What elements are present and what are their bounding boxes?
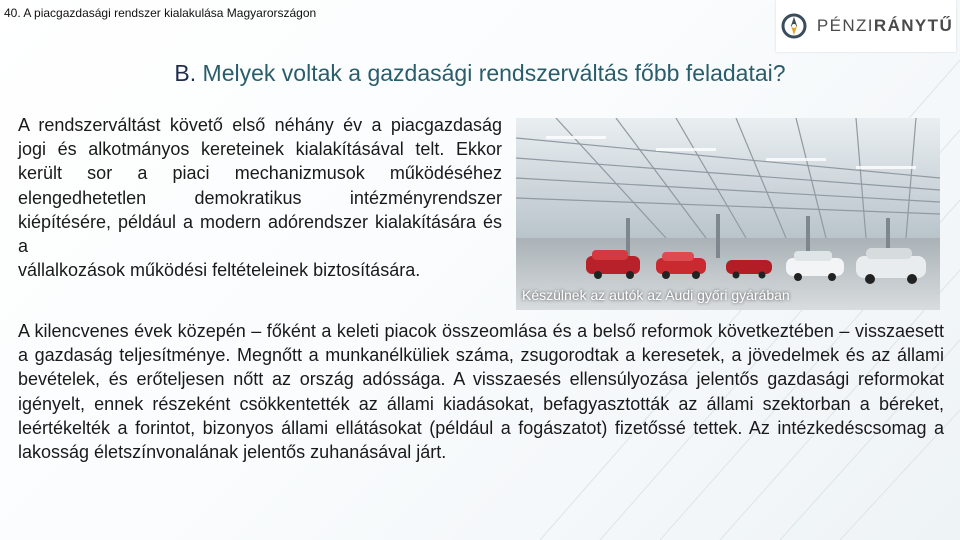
section-heading	[0, 60, 960, 87]
factory-illustration	[516, 118, 940, 310]
photo-caption: Készülnek az autók az Audi győri gyárában	[522, 287, 790, 303]
logo-wordmark	[817, 16, 953, 36]
paragraph-2: A kilencvenes évek közepén – főként a keleti piacok összeomlása és a belső reformok következtében – visszaesett a gazdaság teljesítménye. Megnőtt a munkanélküliek száma, zsugorodtak a keresetek, a jövedelmek és az állami bevételek, és erőteljesen nőtt az ország adóssága. A visszaesés ellensúlyozása jelentős gazdasági reformokat igényelt, ennek részeként csökkentették az állami kiadásokat, befagyasztották az állami szektorban a béreket, leértékelték a forintot, bizonyos állami ellátásokat (például a fogászatot) fizetőssé tettek. Az intézkedéscsomag a lakosság életszínvonalának jelentős zuhanásával járt.	[18, 321, 944, 463]
logo-text-part2: RÁNYTŰ	[873, 16, 954, 35]
logo-text-part1: PÉNZI	[816, 16, 874, 35]
compass-icon	[779, 11, 809, 41]
presentation-topic: 40. A piacgazdasági rendszer kialakulása Magyarországon	[4, 6, 317, 20]
factory-photo	[516, 118, 940, 310]
paragraph-1-last-line: vállalkozások működési feltételeinek biztosítására.	[18, 260, 421, 281]
paragraph-1-main: A rendszerváltást követő első néhány év a piacgazdaság jogi és alkotmányos kereteinek kialakításával telt. Ekkor került sor a piaci mechanizmusok működéséhez elengedhetetlen demokratikus intézményrendszer kiépítésére, például a modern adórendszer kialakítására és a	[18, 115, 502, 257]
section-number: B.	[174, 60, 197, 86]
penziranytu-logo	[776, 0, 956, 52]
section-title: Melyek voltak a gazdasági rendszerváltás főbb feladatai?	[202, 60, 786, 86]
paragraph-1	[18, 113, 502, 282]
